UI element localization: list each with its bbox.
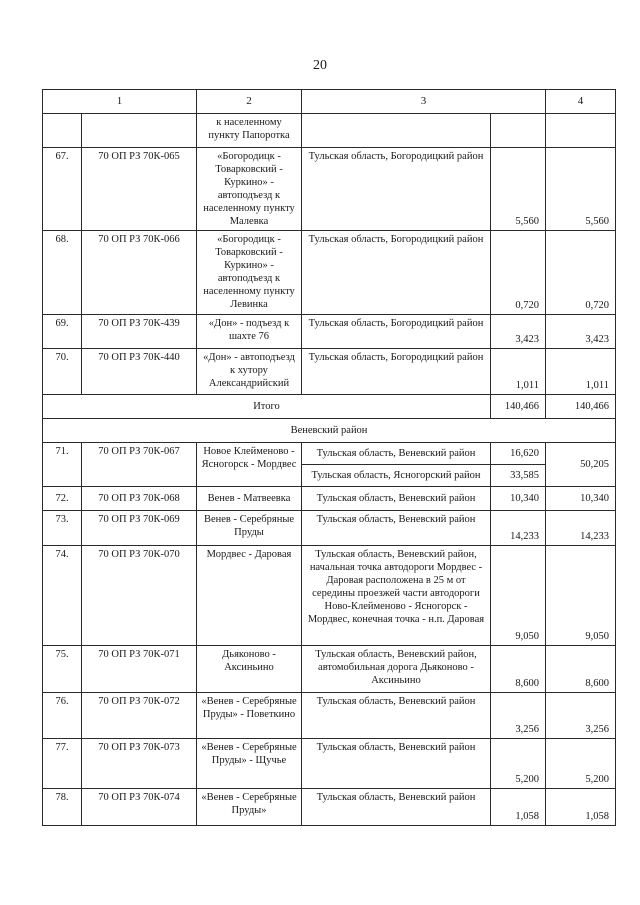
cell-location: Тульская область, Веневский район: [302, 739, 491, 789]
cell-location: Тульская область, Богородицкий район: [302, 148, 491, 231]
cell-name: «Дон» - подъезд к шахте 76: [197, 315, 302, 349]
cell-location: Тульская область, Веневский район: [302, 693, 491, 739]
cell-name: Дьяконово - Аксиньино: [197, 646, 302, 693]
cell-location: Тульская область, Богородицкий район: [302, 231, 491, 315]
cell-name: «Богородицк - Товарковский - Куркино» - автоподъезд к населенному пункту Левинка: [197, 231, 302, 315]
cell-location: Тульская область, Ясногорский район: [302, 465, 491, 487]
cell-code: 70 ОП РЗ 70К-074: [82, 789, 197, 826]
cell-code: 70 ОП РЗ 70К-073: [82, 739, 197, 789]
cell-num: 76.: [43, 693, 82, 739]
cell-name: Венев - Серебряные Пруды: [197, 511, 302, 546]
cell-location: Тульская область, Веневский район, начальная точка автодороги Мордвес - Даровая расположена в 25 м от середины проезжей части автодороги Ново-Клейменово - Ясногорск - Мордвес, конечная точка - н.п. Даровая: [302, 546, 491, 646]
cell-location: Тульская область, Веневский район: [302, 511, 491, 546]
cell-total: 1,058: [546, 789, 616, 826]
cell-num: 73.: [43, 511, 82, 546]
cell-length: 1,058: [491, 789, 546, 826]
cell-length: 5,200: [491, 739, 546, 789]
cell-code: 70 ОП РЗ 70К-069: [82, 511, 197, 546]
cell-name: «Венев - Серебряные Пруды» - Поветкино: [197, 693, 302, 739]
table-row: [43, 148, 616, 231]
cell-num: 69.: [43, 315, 82, 349]
cell-length: 3,423: [491, 315, 546, 349]
table-row: [43, 231, 616, 315]
total-length: 140,466: [491, 395, 546, 419]
district-header: Веневский район: [43, 419, 616, 443]
cell-code: [82, 114, 197, 148]
roads-table: [42, 89, 616, 826]
cell-location: Тульская область, Богородицкий район: [302, 349, 491, 395]
cell-total: 3,423: [546, 315, 616, 349]
cell-code: 70 ОП РЗ 70К-070: [82, 546, 197, 646]
table-row: [43, 487, 616, 511]
total-total: 140,466: [546, 395, 616, 419]
cell-length: 10,340: [491, 487, 546, 511]
cell-length: 0,720: [491, 231, 546, 315]
table-row: [43, 511, 616, 546]
cell-length: 14,233: [491, 511, 546, 546]
cell-code: 70 ОП РЗ 70К-067: [82, 443, 197, 487]
cell-num: 75.: [43, 646, 82, 693]
cell-num: 77.: [43, 739, 82, 789]
cell-num: 70.: [43, 349, 82, 395]
cell-total: 5,200: [546, 739, 616, 789]
cell-location: Тульская область, Веневский район: [302, 443, 491, 465]
cell-total: 14,233: [546, 511, 616, 546]
cell-total: 5,560: [546, 148, 616, 231]
cell-length: 8,600: [491, 646, 546, 693]
cell-length: [491, 114, 546, 148]
cell-num: [43, 114, 82, 148]
cell-num: 72.: [43, 487, 82, 511]
table-row: [43, 789, 616, 826]
cell-total: [546, 114, 616, 148]
cell-location: Тульская область, Богородицкий район: [302, 315, 491, 349]
cell-name: Мордвес - Даровая: [197, 546, 302, 646]
table-row-continuation: [43, 114, 616, 148]
cell-code: 70 ОП РЗ 70К-071: [82, 646, 197, 693]
cell-length: 9,050: [491, 546, 546, 646]
cell-length: 5,560: [491, 148, 546, 231]
cell-location: [302, 114, 491, 148]
cell-total: 3,256: [546, 693, 616, 739]
cell-code: 70 ОП РЗ 70К-065: [82, 148, 197, 231]
table-row: [43, 443, 616, 465]
cell-location: Тульская область, Веневский район: [302, 789, 491, 826]
cell-total: 0,720: [546, 231, 616, 315]
cell-name: «Венев - Серебряные Пруды»: [197, 789, 302, 826]
header-col-4: 4: [546, 90, 616, 114]
cell-num: 68.: [43, 231, 82, 315]
table-total-row: [43, 395, 616, 419]
table-row: [43, 739, 616, 789]
cell-length: 1,011: [491, 349, 546, 395]
header-col-1: 1: [43, 90, 197, 114]
cell-name: Венев - Матвеевка: [197, 487, 302, 511]
cell-code: 70 ОП РЗ 70К-072: [82, 693, 197, 739]
cell-name: «Венев - Серебряные Пруды» - Щучье: [197, 739, 302, 789]
total-label: Итого: [43, 395, 491, 419]
cell-code: 70 ОП РЗ 70К-066: [82, 231, 197, 315]
cell-total: 10,340: [546, 487, 616, 511]
cell-num: 78.: [43, 789, 82, 826]
cell-length: 3,256: [491, 693, 546, 739]
cell-total: 50,205: [546, 443, 616, 487]
header-col-3: 3: [302, 90, 546, 114]
cell-location: Тульская область, Веневский район: [302, 487, 491, 511]
cell-name: «Дон» - автоподъезд к хутору Александрийский: [197, 349, 302, 395]
table-row: [43, 646, 616, 693]
cell-code: 70 ОП РЗ 70К-439: [82, 315, 197, 349]
cell-name: Новое Клейменово - Ясногорск - Мордвес: [197, 443, 302, 487]
table-row: [43, 315, 616, 349]
cell-code: 70 ОП РЗ 70К-068: [82, 487, 197, 511]
cell-length: 33,585: [491, 465, 546, 487]
cell-name: к населенному пункту Папоротка: [197, 114, 302, 148]
header-col-2: 2: [197, 90, 302, 114]
cell-total: 1,011: [546, 349, 616, 395]
page-number: 20: [313, 58, 327, 73]
table-row: [43, 546, 616, 646]
table-header-row: [43, 90, 616, 114]
table-row: [43, 349, 616, 395]
cell-num: 74.: [43, 546, 82, 646]
cell-location: Тульская область, Веневский район, автомобильная дорога Дьяконово - Аксиньино: [302, 646, 491, 693]
cell-num: 71.: [43, 443, 82, 487]
cell-total: 9,050: [546, 546, 616, 646]
cell-name: «Богородицк - Товарковский - Куркино» - автоподъезд к населенному пункту Малевка: [197, 148, 302, 231]
table-row: [43, 693, 616, 739]
cell-num: 67.: [43, 148, 82, 231]
cell-length: 16,620: [491, 443, 546, 465]
cell-total: 8,600: [546, 646, 616, 693]
cell-code: 70 ОП РЗ 70К-440: [82, 349, 197, 395]
district-header-row: [43, 419, 616, 443]
